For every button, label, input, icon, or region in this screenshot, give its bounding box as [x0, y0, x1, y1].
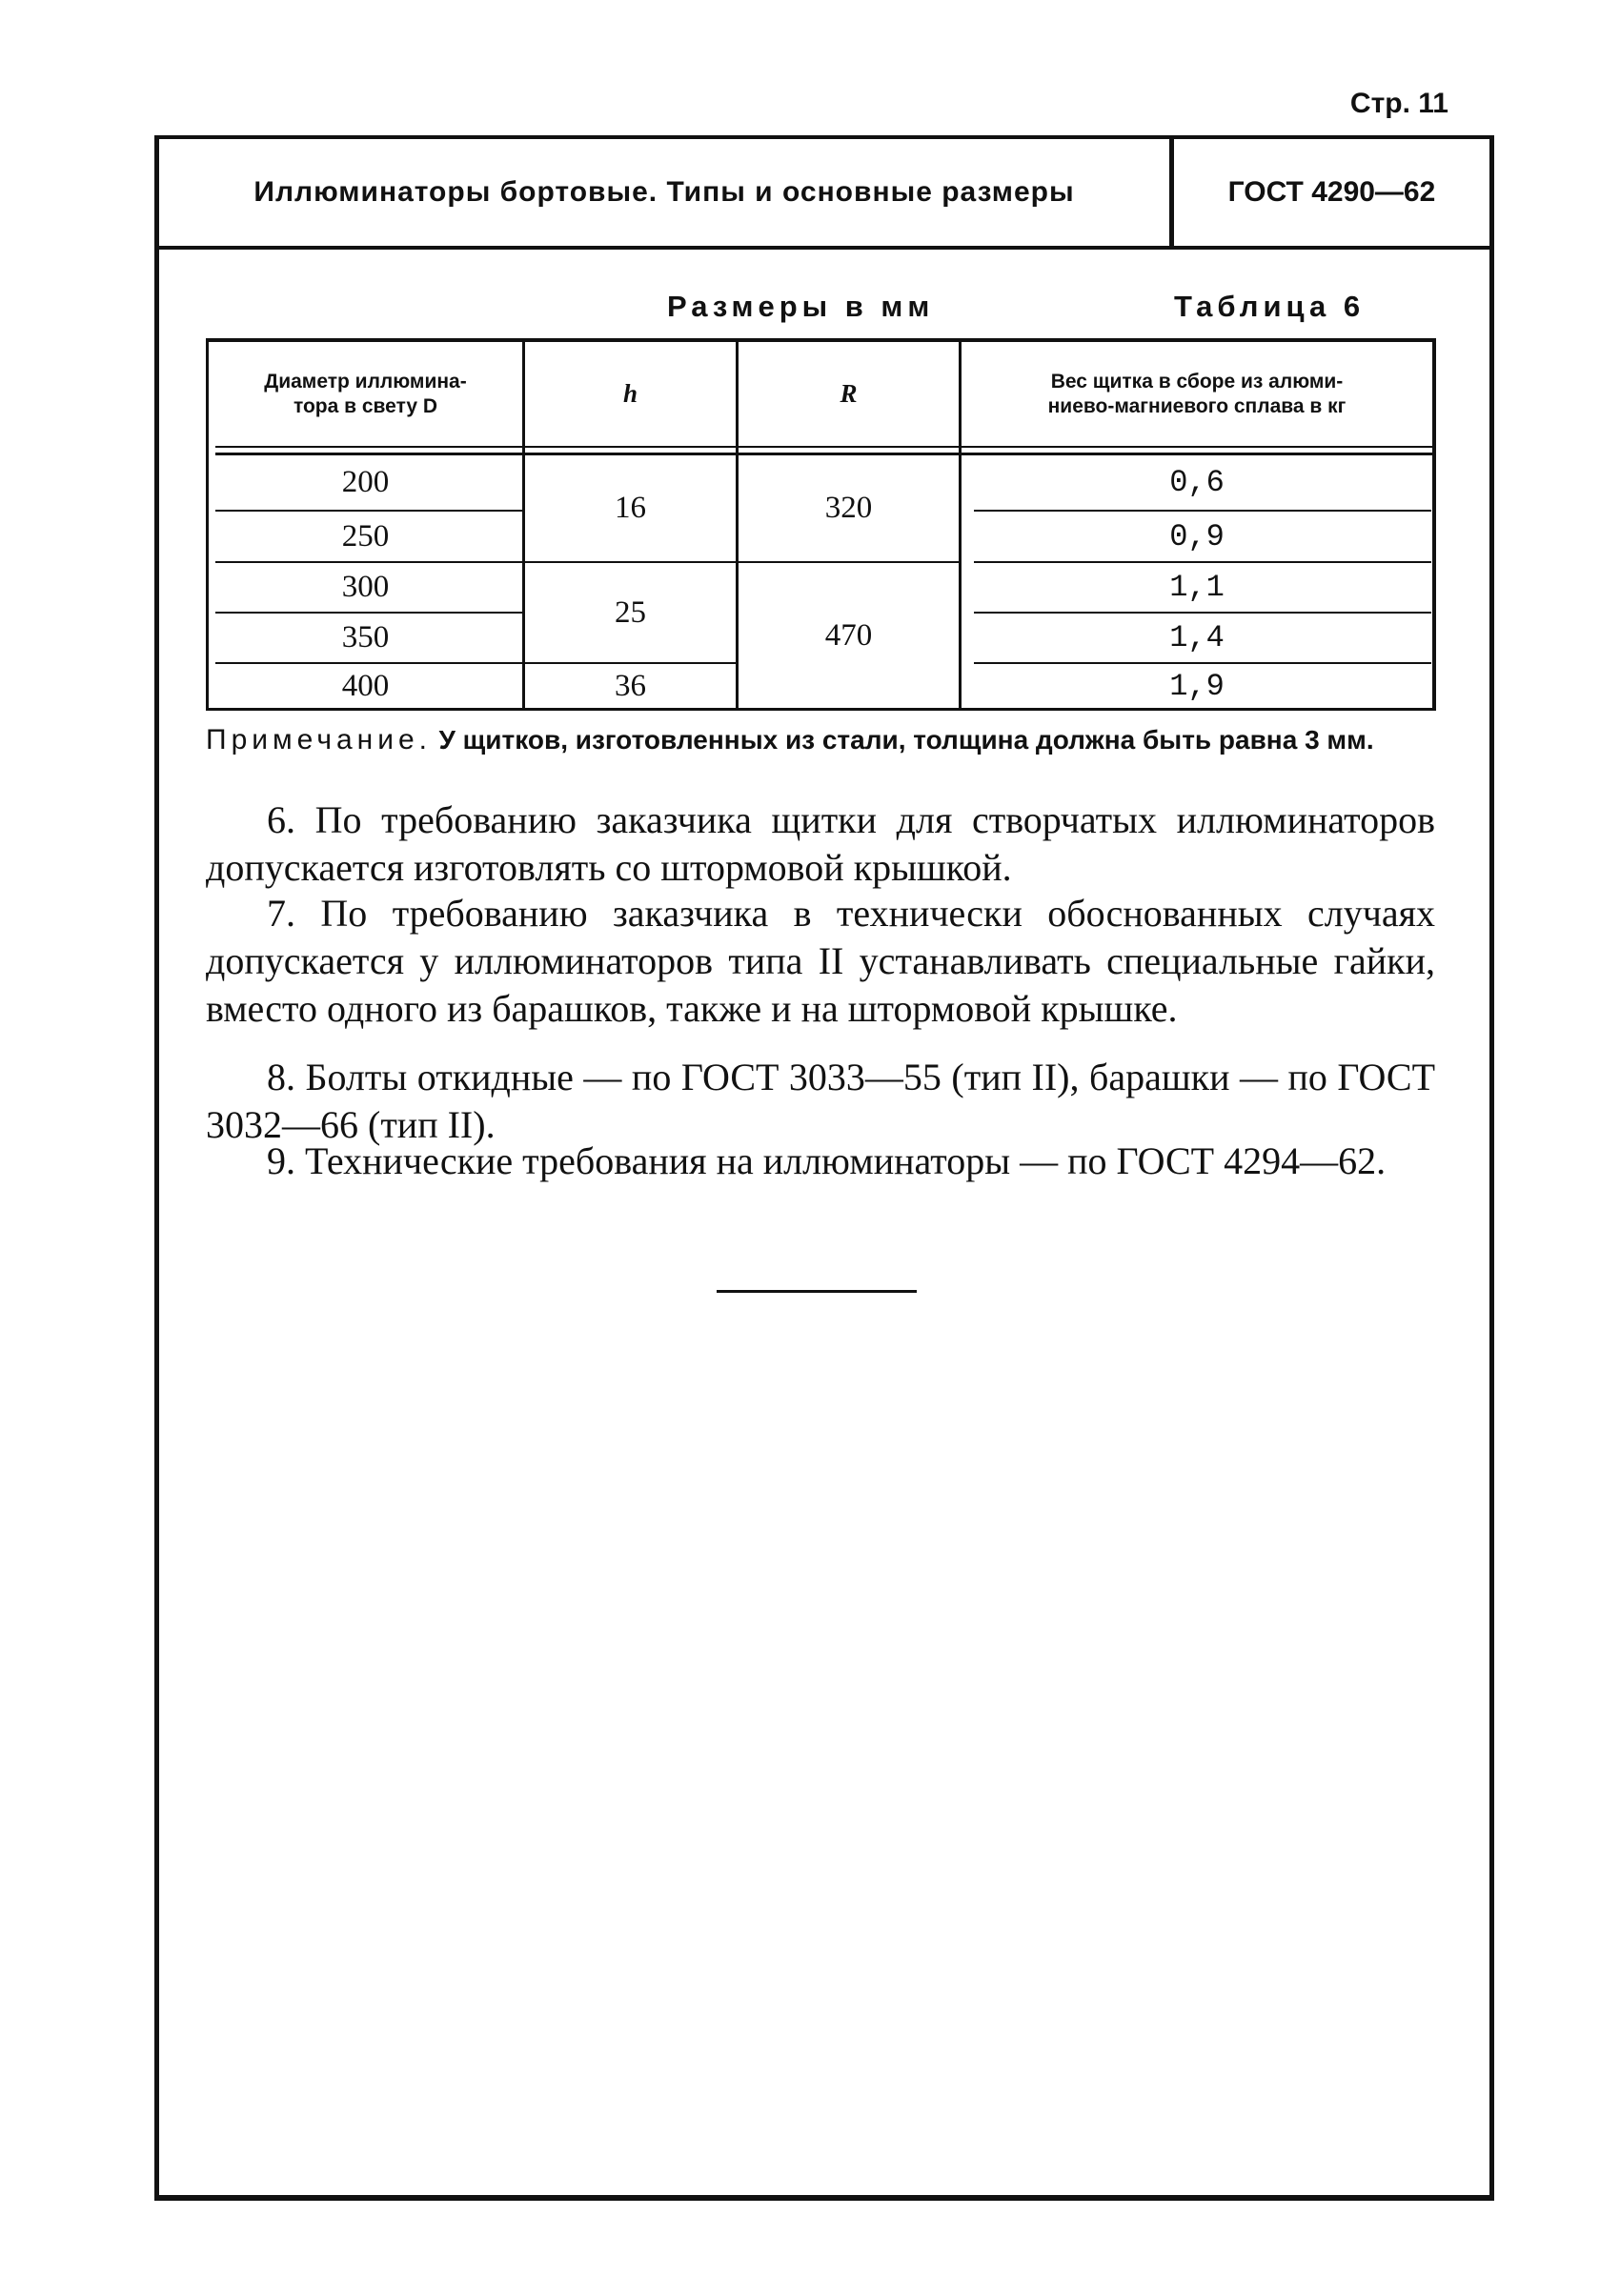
dimensions-table — [206, 338, 1435, 712]
h-cell: 36 — [615, 668, 646, 703]
column-header-diameter-line1: Диаметр иллюмина- — [264, 370, 467, 393]
table-label: Таблица 6 — [1174, 290, 1366, 323]
h-cell: 16 — [615, 491, 646, 525]
diameter-cell: 250 — [341, 518, 390, 554]
weight-cell: 1,1 — [1169, 570, 1225, 605]
column-header-weight — [962, 342, 1432, 446]
end-rule — [717, 1290, 917, 1293]
units-caption: Размеры в мм — [667, 290, 935, 323]
h-cell: 25 — [615, 594, 646, 630]
page-number: Стр. 11 — [1349, 88, 1448, 119]
weight-cell: 1,9 — [1169, 668, 1225, 704]
column-header-weight-line1: Вес щитка в сборе из алюми- — [1050, 370, 1344, 393]
weight-cell: 0,9 — [1169, 518, 1225, 554]
note-label: Примечание. — [206, 724, 432, 755]
column-header-weight-line2: ниево-магниевого сплава в кг — [1047, 394, 1347, 417]
diameter-cell: 200 — [341, 465, 390, 499]
document-title: Иллюминаторы бортовые. Типы и основные размеры — [253, 176, 1075, 208]
weight-cell: 0,6 — [1169, 465, 1225, 500]
paragraph-item-7: 7. По требованию заказчика в технически обоснованных случаях допускается у иллюминаторов типа II устанавливать специальные гайки, вместо одного из барашков, также и на штормовой крышке. — [206, 892, 1435, 1030]
header-block — [159, 139, 1489, 250]
paragraph-item-8: 8. Болты откидные — по ГОСТ 3033—55 (тип II), барашки — по ГОСТ 3032—66 (тип II). — [206, 1056, 1435, 1146]
r-cell: 320 — [824, 491, 873, 525]
paragraph-item-6: 6. По требованию заказчика щитки для створчатых иллюминаторов допускается изготовлять со штормовой крышкой. — [206, 798, 1435, 889]
column-header-diameter-line2: тора в свету D — [293, 394, 438, 417]
diameter-cell: 300 — [341, 570, 390, 604]
column-header-h: h — [622, 379, 638, 408]
note-text: У щитков, изготовленных из стали, толщина должна быть равна 3 мм. — [438, 725, 1374, 755]
table-note — [206, 724, 1435, 756]
weight-cell: 1,4 — [1169, 620, 1225, 655]
paragraph-item-9: 9. Технические требования на иллюминаторы — по ГОСТ 4294—62. — [267, 1139, 1387, 1182]
standard-number: ГОСТ 4290—62 — [1227, 176, 1436, 208]
column-header-r: R — [840, 379, 858, 408]
column-header-diameter — [209, 342, 522, 446]
r-cell: 470 — [824, 617, 873, 653]
diameter-cell: 400 — [341, 668, 390, 703]
diameter-cell: 350 — [341, 620, 390, 655]
